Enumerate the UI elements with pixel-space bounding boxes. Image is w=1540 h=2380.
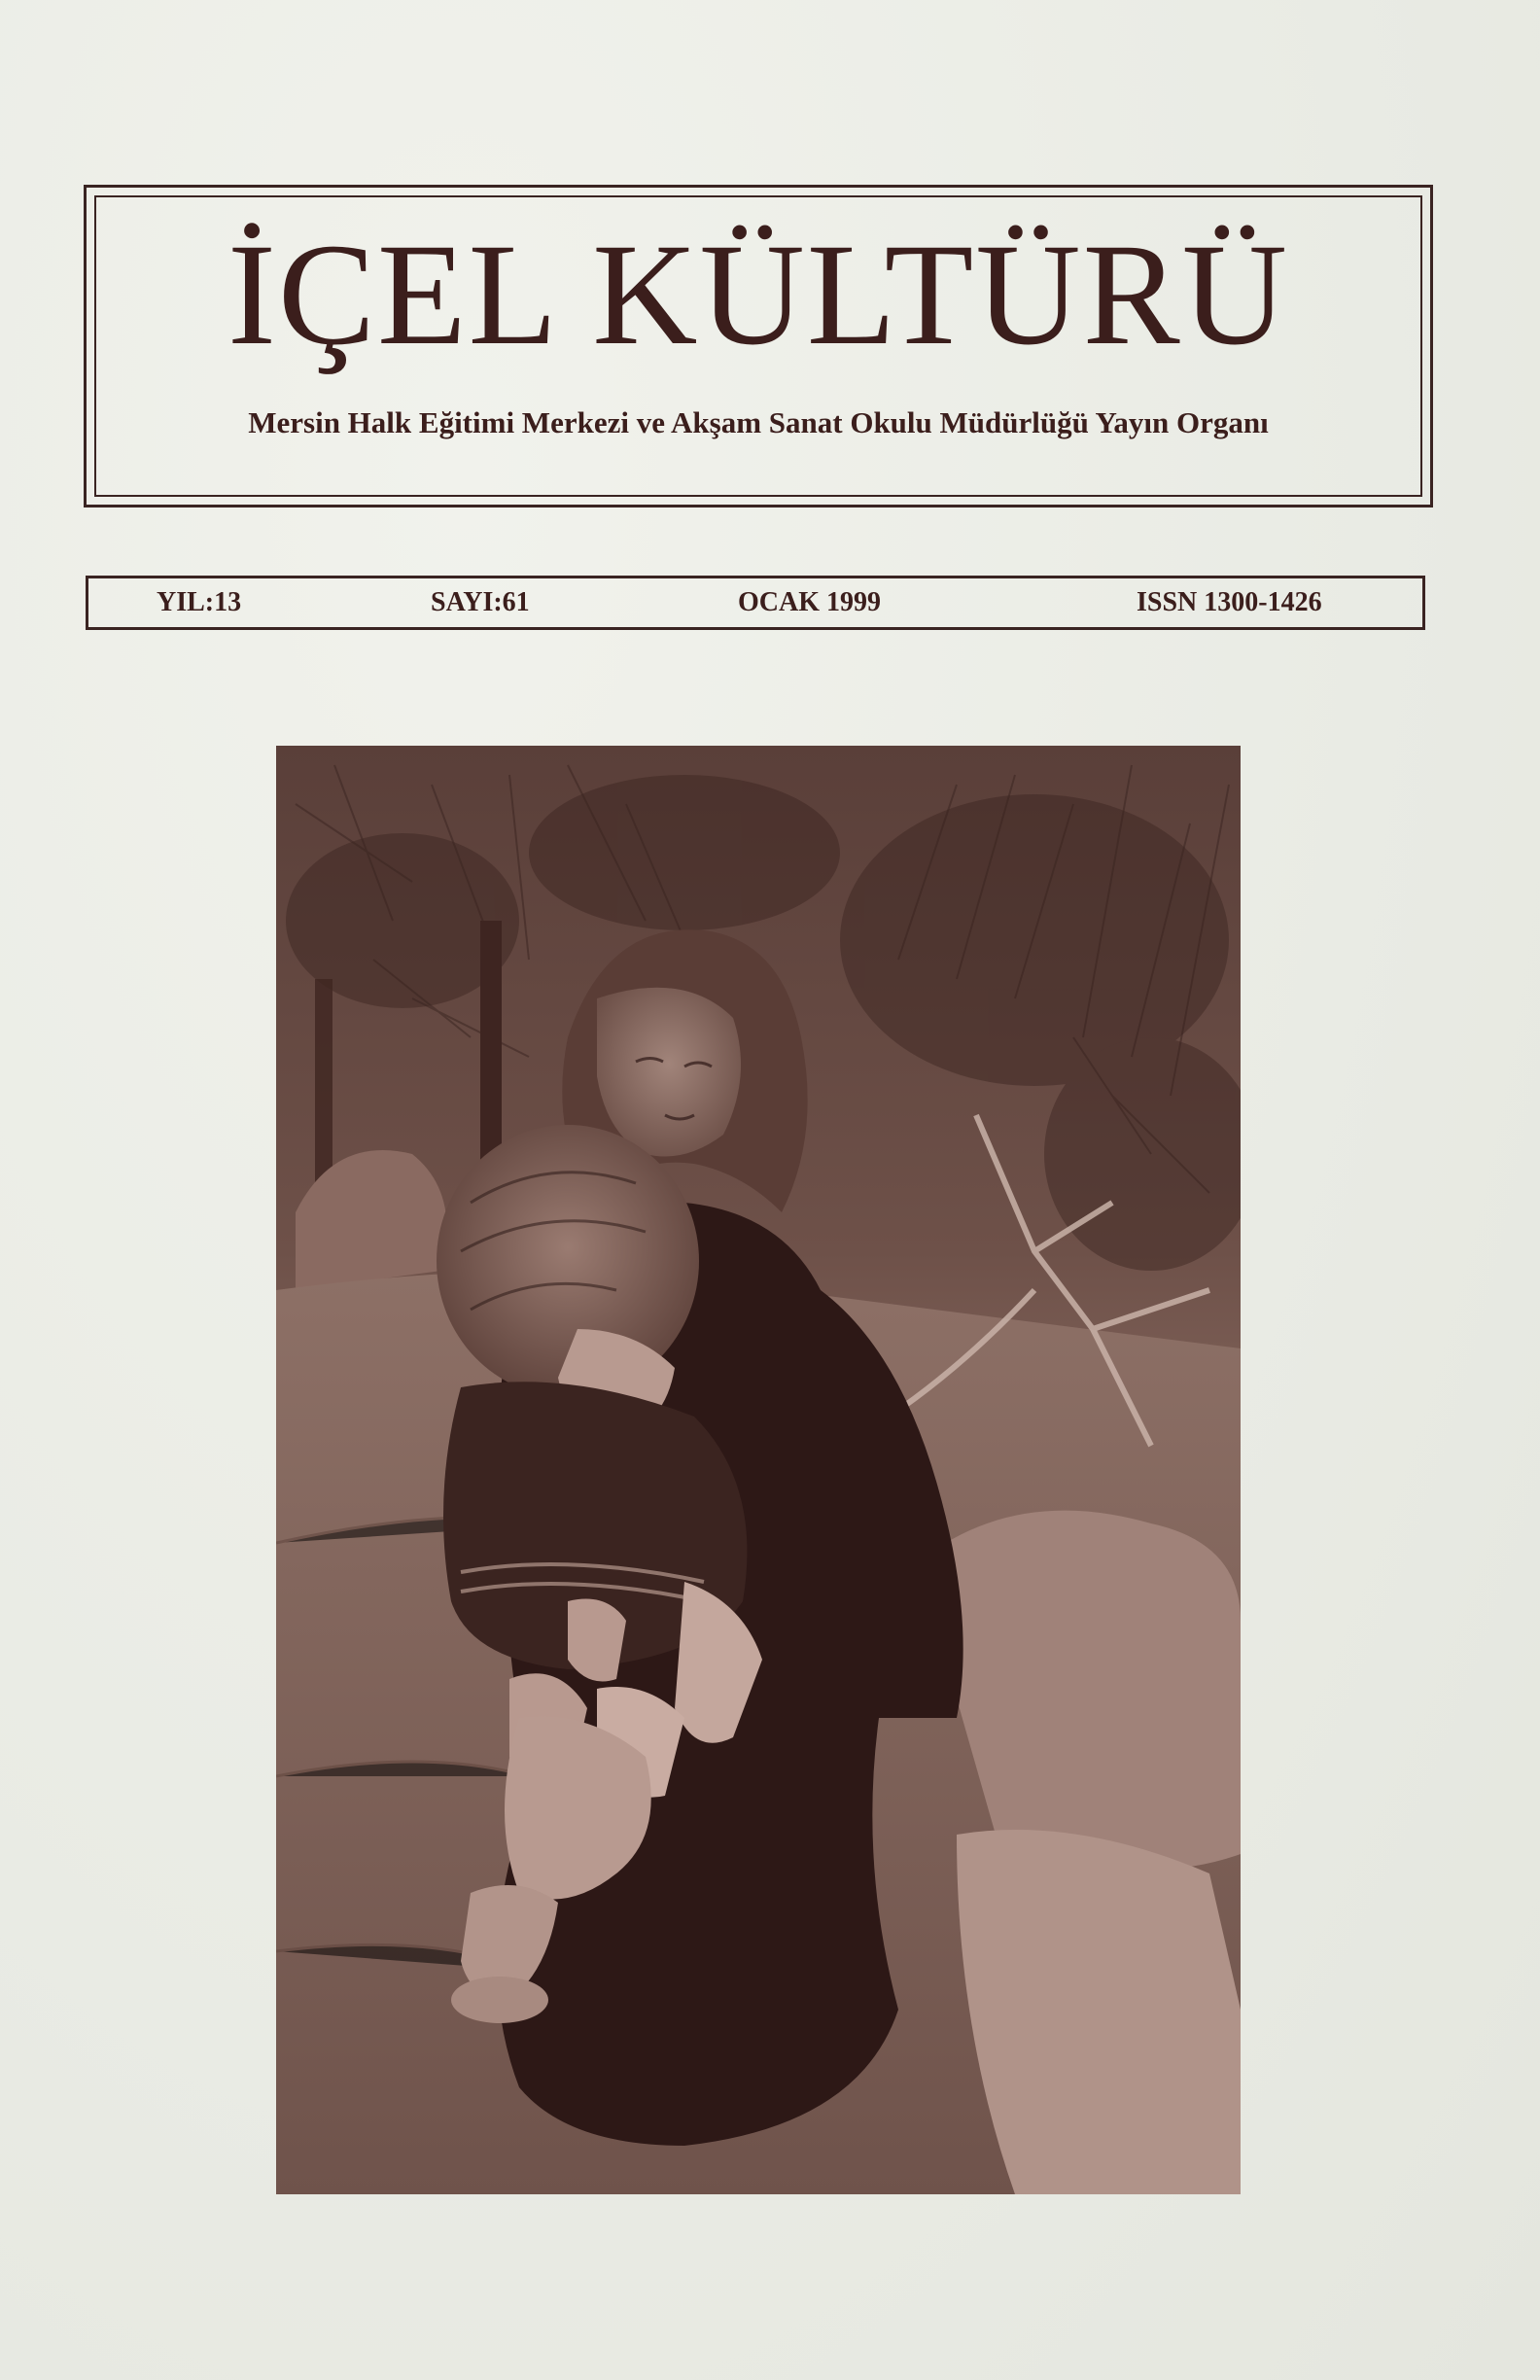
cover-photo [276,746,1241,2194]
masthead-box [84,185,1433,508]
issn-number: ISSN 1300-1426 [1137,587,1322,617]
issue-info-bar [86,576,1425,630]
issue-year: YIL:13 [157,587,242,617]
issue-number: SAYI:61 [431,587,530,617]
issue-date: OCAK 1999 [738,587,881,617]
magazine-title: İÇEL KÜLTÜRÜ [227,214,1290,375]
magazine-subtitle: Mersin Halk Eğitimi Merkezi ve Akşam Sanat Okulu Müdürlüğü Yayın Organı [248,405,1269,439]
mother-and-child-photo [276,746,1241,2194]
